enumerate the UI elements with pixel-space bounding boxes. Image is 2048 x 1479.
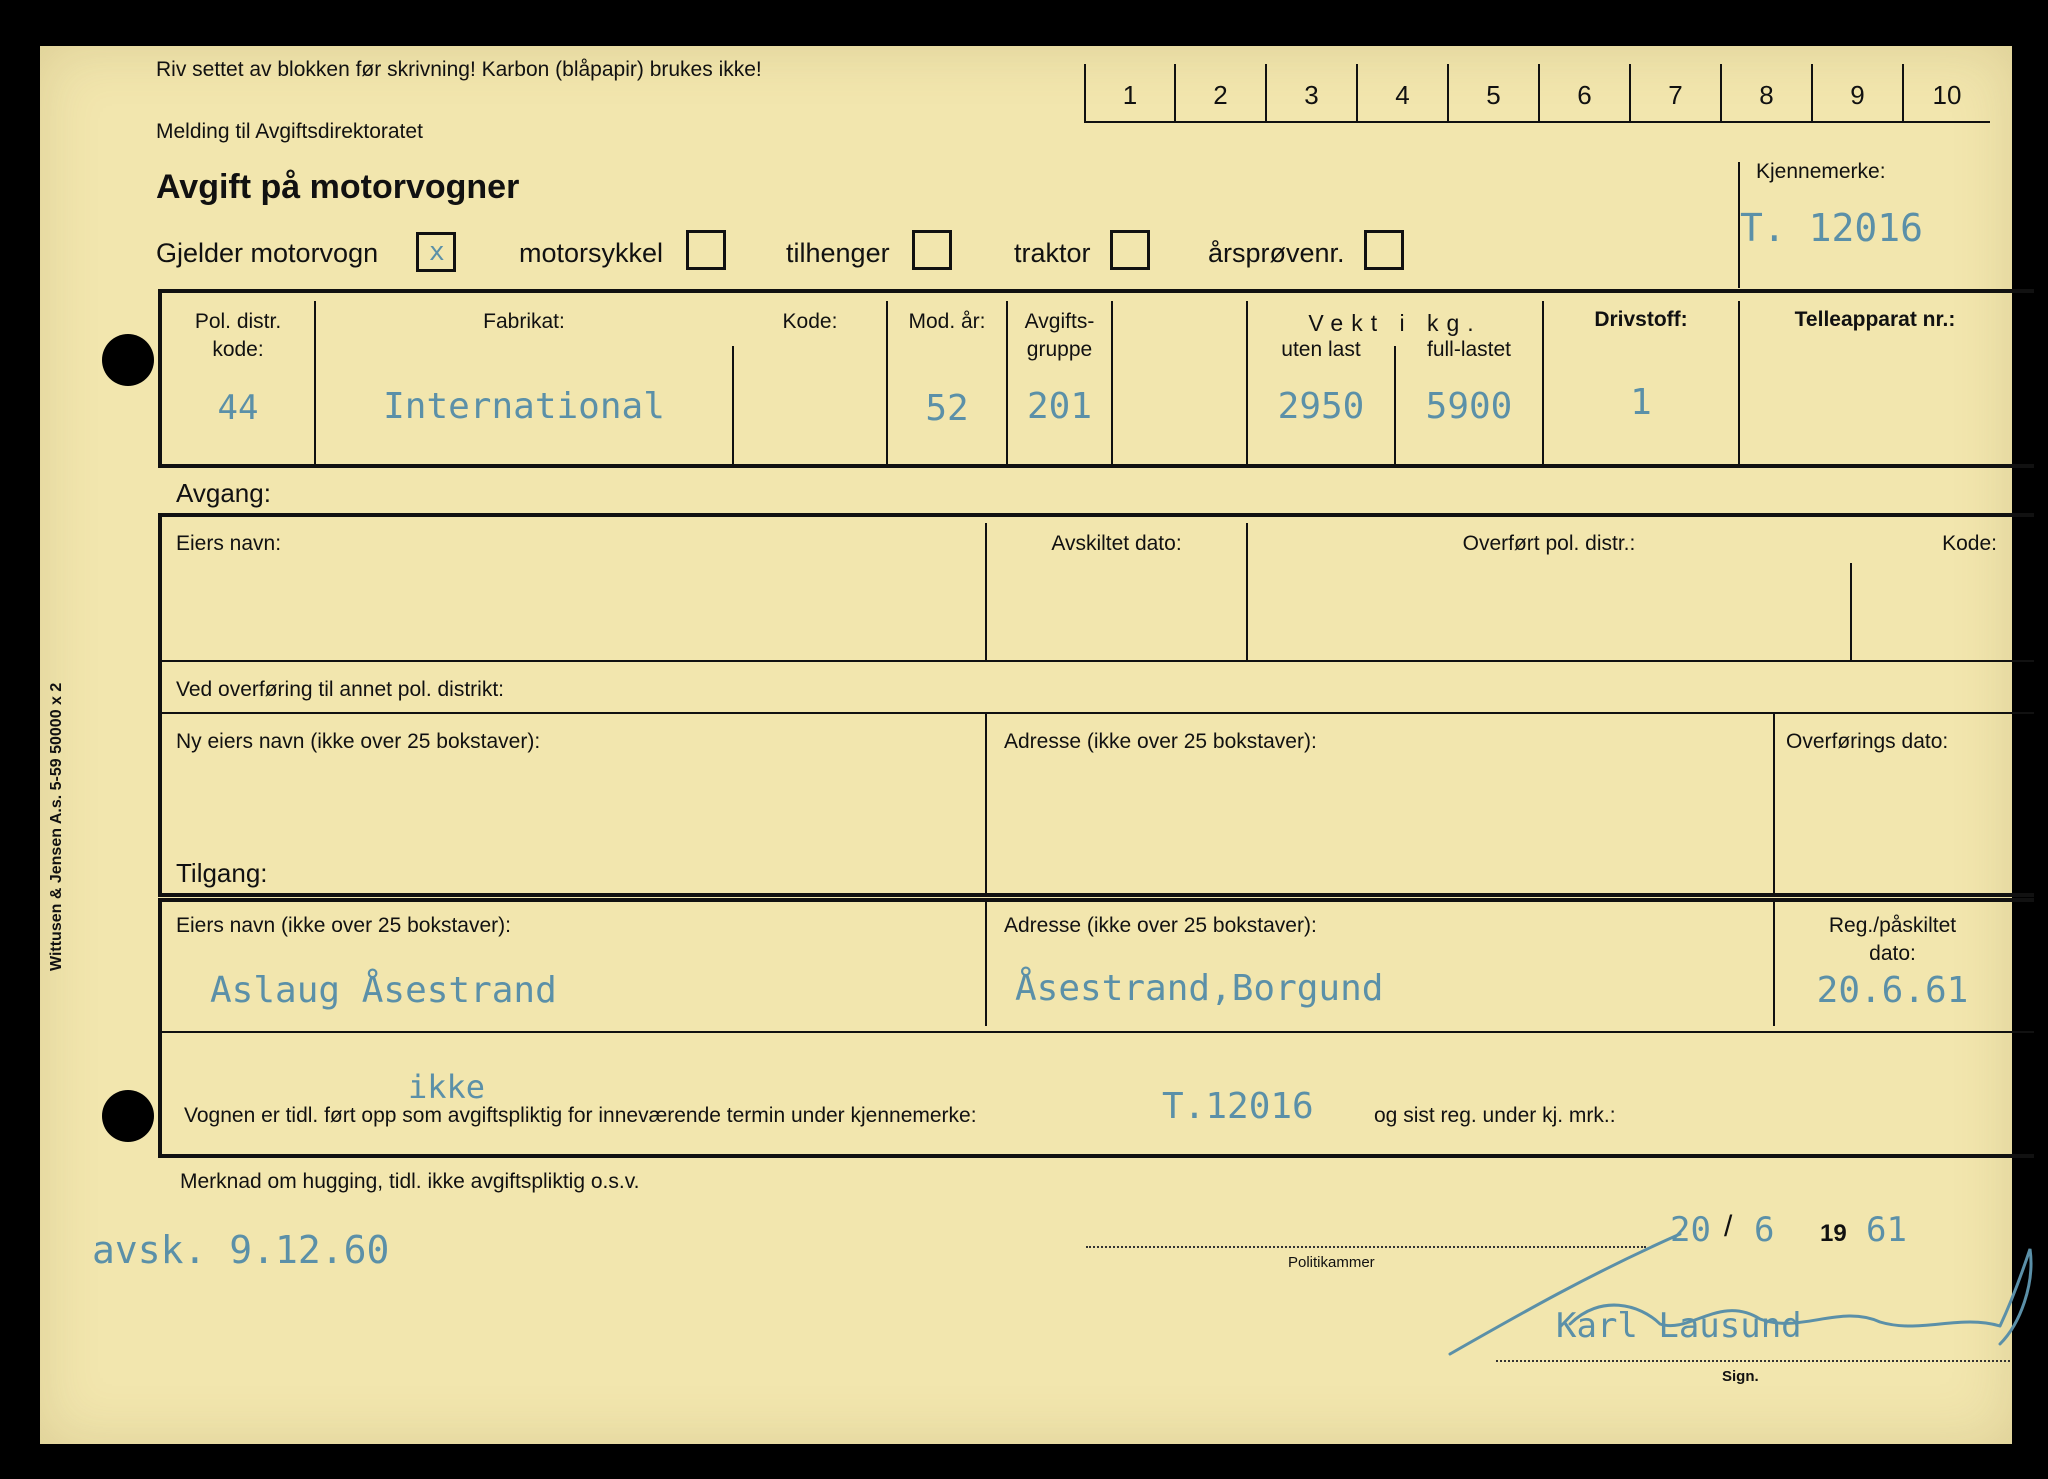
reg-date-label-2: dato:: [1869, 942, 1916, 965]
transferred-district-label: Overført pol. distr.:: [1462, 532, 1636, 555]
strip-number: 2: [1213, 80, 1228, 110]
avgang-heading: Avgang:: [176, 478, 271, 508]
avgang-kode-label: Kode:: [1942, 532, 1997, 555]
kode-label: Kode:: [782, 310, 838, 333]
deregistration-note: avsk. 9.12.60: [92, 1228, 390, 1272]
fuel-label: Drivstoff:: [1594, 308, 1688, 331]
owner-name-label: Eiers navn:: [176, 532, 282, 555]
date-month: 6: [1754, 1210, 1775, 1250]
vehicle-table-bottom: [158, 464, 2034, 468]
tilhenger-label: tilhenger: [786, 238, 890, 268]
strip-number: 6: [1577, 80, 1592, 110]
form-title: Avgift på motorvogner: [156, 168, 520, 206]
date-year: 61: [1866, 1210, 1907, 1250]
tilgang-address-value: Åsestrand,Borgund: [1015, 968, 1384, 1009]
ikke-annotation: ikke: [408, 1068, 486, 1106]
transfer-heading: Ved overføring til annet pol. distrikt:: [176, 678, 504, 701]
recipient-text: Melding til Avgiftsdirektoratet: [156, 120, 423, 143]
date-century: 19: [1820, 1220, 1847, 1247]
instruction-text: Riv settet av blokken før skrivning! Karbon (blåpapir) brukes ikke!: [156, 58, 762, 81]
tilgang-owner-label: Eiers navn (ikke over 25 bokstaver):: [176, 914, 511, 937]
punch-hole: [102, 1090, 154, 1142]
previous-registration-text: Vognen er tidl. ført opp som avgiftspliktig for inneværende termin under kjennemerke:: [184, 1104, 977, 1127]
weight-label: Vekt i kg.: [1308, 310, 1482, 336]
strip-number: 1: [1122, 80, 1138, 110]
model-year-value: 52: [925, 388, 969, 429]
remarks-label: Merknad om hugging, tidl. ikke avgiftspliktig o.s.v.: [180, 1170, 640, 1193]
printer-imprint: Wittusen & Jensen A.s. 5-59 50000 x 2: [48, 682, 65, 971]
reg-date-label: Reg./påskiltet: [1828, 914, 1957, 937]
pol-distr-value: 44: [217, 388, 259, 428]
model-year-label: Mod. år:: [908, 310, 986, 333]
last-registered-label: og sist reg. under kj. mrk.:: [1374, 1104, 1616, 1127]
number-strip-line: [1084, 121, 1990, 123]
strip-number: 4: [1395, 80, 1410, 110]
tilgang-address-label: Adresse (ikke over 25 bokstaver):: [1004, 914, 1317, 937]
motorsykkel-label: motorsykkel: [519, 238, 664, 268]
avgiftsgruppe-label-2: gruppe: [1026, 338, 1093, 361]
arsprovenr-label: årsprøvenr.: [1208, 238, 1345, 268]
pol-distr-label: Pol. distr.: [194, 310, 282, 333]
signature-line: [1496, 1360, 2010, 1362]
motorvogn-checkbox[interactable]: [416, 232, 456, 272]
transfer-date-label: Overførings dato:: [1786, 730, 1949, 753]
signature-label: Sign.: [1722, 1368, 1759, 1385]
strip-number: 3: [1304, 80, 1319, 110]
previous-plate-value: T.12016: [1162, 1086, 1314, 1127]
reg-number-label: Kjennemerke:: [1756, 160, 1886, 183]
meter-label: Telleapparat nr.:: [1794, 308, 1956, 331]
form-card: Riv settet av blokken før skrivning! Karbon (blåpapir) brukes ikke! Melding til Avgiftsdirektoratet Avgift på motorvogner 1 2 3 4 5 6 7 8 9 10 Kjennemerke: T. 12016 Gjelder motorvogn x motorsykkel tilhenger traktor årsprøvenr. Pol. distr. kode: 44 Fabrikat: International Kode: Mod. år: 52 Avgifts- gruppe 201 Vekt i kg. uten last full-lastet 2950 5900 Drivstoff: 1 Telleapparat nr.: Avgang: Eiers navn: Avskiltet dato: Overført pol. distr.: Kode: Ved overføring til annet pol. distrikt: Ny eiers navn (ikke over 25 bokstaver): Adresse (ikke over 25 bokstaver): Overførings dato: Tilgang: Eiers navn (ikke over 25 bokstaver): Aslaug Åsestrand Adresse (ikke over 25 bokstaver): Åsestrand,Borgund Reg./påskiltet dato: 20.6.61 ikke Vognen er tidl. ført opp som avgiftspliktig for inneværende termin under kjennemerke: T.12016 og sist reg. under kj. mrk.: Merknad om hugging, tidl. ikke avgiftspliktig o.s.v. avsk. 9.12.60 20 / 6 19 61 Politikammer Karl Lausund Sign. Wittusen & Jensen A.s. 5-59 50000 x 2: [40, 46, 2012, 1444]
strip-number: 10: [1932, 80, 1962, 110]
strip-number: 5: [1486, 80, 1501, 110]
traktor-checkbox[interactable]: [1110, 230, 1150, 270]
fuel-value: 1: [1630, 382, 1652, 423]
fabrikat-label: Fabrikat:: [483, 310, 565, 333]
strip-number: 9: [1850, 80, 1865, 110]
avgiftsgruppe-label: Avgifts-: [1024, 310, 1095, 333]
date-day: 20: [1670, 1210, 1711, 1250]
motorsykkel-checkbox[interactable]: [686, 230, 726, 270]
arsprovenr-checkbox[interactable]: [1364, 230, 1404, 270]
new-address-label: Adresse (ikke over 25 bokstaver):: [1004, 730, 1317, 753]
fabrikat-value: International: [383, 386, 665, 427]
new-owner-label: Ny eiers navn (ikke over 25 bokstaver):: [176, 730, 541, 753]
tilhenger-checkbox[interactable]: [912, 230, 952, 270]
reg-number-value: T. 12016: [1740, 206, 1924, 250]
applies-motorvogn-label: Gjelder motorvogn: [156, 238, 379, 268]
checkbox-x-mark: x: [429, 237, 445, 267]
signer-name: Karl Lausund: [1556, 1306, 1802, 1346]
deregistered-date-label: Avskiltet dato:: [1051, 532, 1182, 555]
vehicle-table-top: [158, 289, 2034, 293]
strip-number: 7: [1668, 80, 1683, 110]
pol-kode-label: kode:: [212, 338, 264, 361]
traktor-label: traktor: [1014, 238, 1091, 268]
tilgang-heading: Tilgang:: [176, 858, 268, 888]
politikammer-label: Politikammer: [1288, 1254, 1375, 1271]
reg-date-value: 20.6.61: [1816, 970, 1969, 1011]
weight-empty-value: 2950: [1277, 386, 1365, 427]
tilgang-owner-value: Aslaug Åsestrand: [210, 970, 557, 1011]
punch-hole: [102, 334, 154, 386]
weight-full-label: full-lastet: [1426, 338, 1512, 361]
avgiftsgruppe-value: 201: [1026, 386, 1093, 427]
strip-number: 8: [1759, 80, 1774, 110]
weight-empty-label: uten last: [1281, 338, 1361, 361]
weight-full-value: 5900: [1425, 386, 1513, 427]
